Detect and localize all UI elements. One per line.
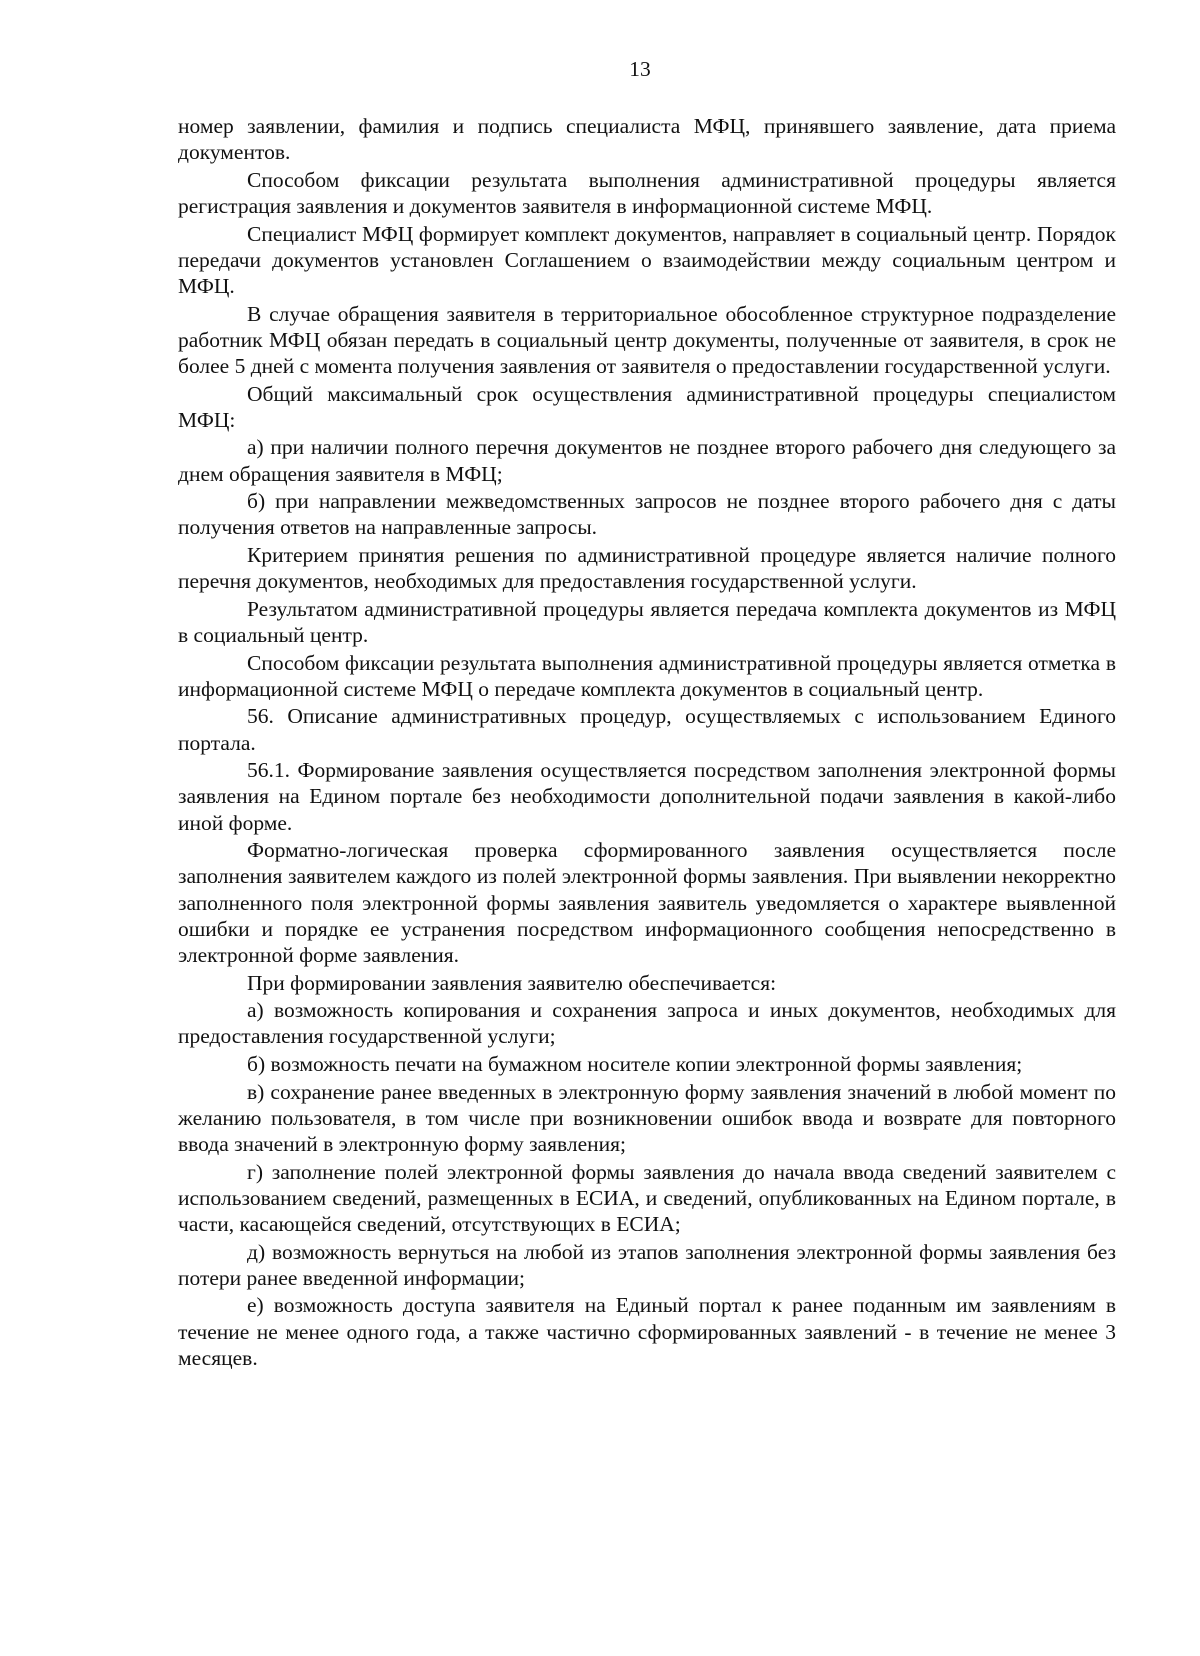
list-item: а) при наличии полного перечня документов не позднее второго рабочего дня следующего за днем обращения заявителя в МФЦ; (178, 435, 1116, 486)
page-number: 13 (629, 57, 651, 81)
paragraph: Общий максимальный срок осуществления административной процедуры специалистом МФЦ: (178, 381, 1116, 432)
list-item: б) при направлении межведомственных запросов не позднее второго рабочего дня с даты получения ответов на направленные запросы. (178, 489, 1116, 540)
paragraph: В случае обращения заявителя в территориальное обособленное структурное подразделение работник МФЦ обязан передать в социальный центр документы, полученные от заявителя, в срок не более 5 дней с момента получения заявления от заявителя о предоставлении государственной услуги. (178, 301, 1116, 378)
paragraph: Способом фиксации результата выполнения административной процедуры является отметка в информационной системе МФЦ о передаче комплекта документов в социальный центр. (178, 650, 1116, 701)
paragraph: Специалист МФЦ формирует комплект документов, направляет в социальный центр. Порядок передачи документов установлен Соглашением о взаимодействии между социальным центром и МФЦ. (178, 221, 1116, 298)
section-heading-56: 56. Описание административных процедур, осуществляемых с использованием Единого портала. (178, 704, 1116, 755)
paragraph: Способом фиксации результата выполнения административной процедуры является регистрация заявления и документов заявителя в информационной системе МФЦ. (178, 167, 1116, 218)
paragraph: Результатом административной процедуры является передача комплекта документов из МФЦ в социальный центр. (178, 596, 1116, 647)
paragraph: Форматно-логическая проверка сформированного заявления осуществляется после заполнения заявителем каждого из полей электронной формы заявления. При выявлении некорректно заполненного поля электронной формы заявления заявитель уведомляется о характере выявленной ошибки и порядке ее устранения посредством информационного сообщения непосредственно в электронной форме заявления. (178, 838, 1116, 967)
list-item: в) сохранение ранее введенных в электронную форму заявления значений в любой момент по желанию пользователя, в том числе при возникновении ошибок ввода и возврате для повторного ввода значений в электронную форму заявления; (178, 1079, 1116, 1156)
list-item: а) возможность копирования и сохранения запроса и иных документов, необходимых для предоставления государственной услуги; (178, 998, 1116, 1049)
paragraph: номер заявлении, фамилия и подпись специалиста МФЦ, принявшего заявление, дата приема документов. (178, 114, 1116, 165)
list-item: д) возможность вернуться на любой из этапов заполнения электронной формы заявления без потери ранее введенной информации; (178, 1239, 1116, 1290)
paragraph: Критерием принятия решения по административной процедуре является наличие полного перечня документов, необходимых для предоставления государственной услуги. (178, 542, 1116, 594)
subsection-56-1: 56.1. Формирование заявления осуществляется посредством заполнения электронной формы заявления на Едином портале без необходимости дополнительной подачи заявления в какой-либо иной форме. (178, 758, 1116, 835)
list-item: б) возможность печати на бумажном носителе копии электронной формы заявления; (247, 1051, 1023, 1076)
document-body (178, 113, 1116, 1372)
paragraph: При формировании заявления заявителю обеспечивается: (247, 970, 777, 995)
list-item: е) возможность доступа заявителя на Единый портал к ранее поданным им заявлениям в течение не менее одного года, а также частично сформированных заявлений - в течение не менее 3 месяцев. (178, 1293, 1116, 1370)
list-item: г) заполнение полей электронной формы заявления до начала ввода сведений заявителем с использованием сведений, размещенных в ЕСИА, и сведений, опубликованных на Едином портале, в части, касающейся сведений, отсутствующих в ЕСИА; (178, 1159, 1116, 1236)
